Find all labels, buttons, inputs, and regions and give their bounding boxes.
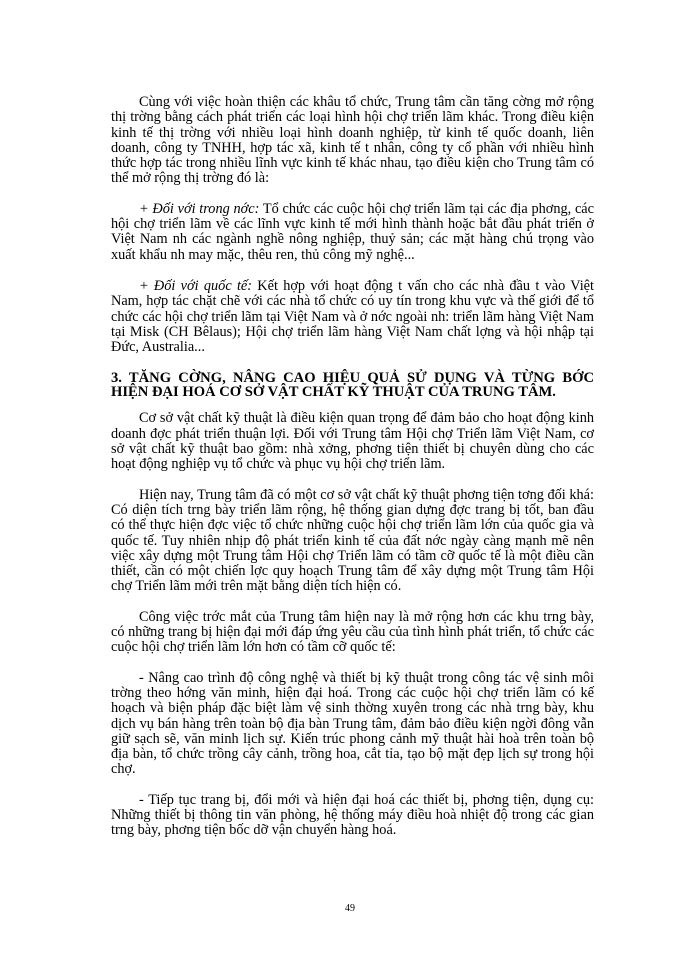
foreign-lead: + Đối với quốc tế: <box>139 277 253 294</box>
section-heading: 3. TĂNG CỜNG, NÂNG CAO HIỆU QUẢ SỬ DỤNG VÀ TỪNG BỚC HIỆN ĐẠI HOÁ CƠ SỞ VẬT CHẤT KỸ THUẬT CỦA TRUNG TÂM. <box>111 370 594 401</box>
current-paragraph: Hiện nay, Trung tâm đã có một cơ sở vật chất kỹ thuật phơng tiện tơng đối khá: Có diện tích trng bày triển lãm rộng, hệ thống gian dựng đợc trang bị tốt, ban đầu có thể thực hiện đợc việc tổ chức những cuộc hội chợ triển lãm lớn của quốc gia và quốc tế. Tuy nhiên nhịp độ phát triển kinh tế của đất nớc ngày càng mạnh mẽ nên việc xây dựng một Trung tâm Hội chợ Triển lãm có tầm cỡ quốc tế là một điều cần thiết, cần có một chiến lợc quy hoạch Trung tâm để xây dựng một Trung tâm Hội chợ Triển lãm mới trên mặt bằng diện tích hiện có. <box>111 486 594 595</box>
domestic-lead: + Đối với trong nớc: <box>139 200 260 217</box>
bullet-equipment: - Tiếp tục trang bị, đổi mới và hiện đại hoá các thiết bị, phơng tiện, dụng cụ: Những thiết bị thông tin văn phòng, hệ thống máy điều hoà nhiệt độ trong các gian trng bày, phơng tiện bốc dỡ vận chuyển hàng hoá. <box>111 791 594 839</box>
immediate-paragraph: Công việc trớc mắt của Trung tâm hiện nay là mở rộng hơn các khu trng bày, có những trang bị hiện đại mới đáp ứng yêu cầu của tình hình phát triển, tổ chức các cuộc hội chợ triển lãm lớn hơn có tầm cỡ quốc tế: <box>111 608 594 656</box>
page-number: 49 <box>345 903 355 914</box>
intro-paragraph: Cùng với việc hoàn thiện các khâu tổ chức, Trung tâm cần tăng cờng mở rộng thị trờng bằng cách phát triển các loại hình hội chợ triển lãm khác. Trong điều kiện kinh tế thị trờng với nhiều loại hình doanh nghiệp, từ kinh tế quốc doanh, liên doanh, công ty TNHH, hợp tác xã, kinh tế t nhân, công ty cổ phần với nhiều hình thức hợp tác trong nhiều lĩnh vực kinh tế khác nhau, tạo điều kiện cho Trung tâm có thể mở rộng thị trờng đó là: <box>111 94 594 187</box>
facilities-paragraph: Cơ sở vật chất kỹ thuật là điều kiện quan trọng để đảm bảo cho hoạt động kinh doanh đợc phát triển thuận lợi. Đối với Trung tâm Hội chợ Triển lãm Việt Nam, cơ sở vật chất kỹ thuật bao gồm: nhà xởng, phơng tiện thiết bị chuyên dùng cho các hoạt động nghiệp vụ tổ chức và phục vụ hội chợ triển lãm. <box>111 410 594 473</box>
document-page <box>111 95 594 854</box>
domestic-paragraph <box>111 202 594 263</box>
foreign-body: Kết hợp với hoạt động t vấn cho các nhà đầu t vào Việt Nam, hợp tác chặt chẽ với các nhà tổ chức có uy tín trong khu vực và thế giới để tổ chức các hội chợ triển lãm tại Việt Nam và ở nớc ngoài nh: triển lãm hàng Việt Nam tại Misk (CH Bêlaus); Hội chợ triển lãm hàng Việt Nam chất lợng và hội nhập tại Đức, Australia... <box>111 277 594 356</box>
bullet-environment: - Nâng cao trình độ công nghệ và thiết bị kỹ thuật trong công tác vệ sinh môi trờng theo hớng văn minh, hiện đại hoá. Trong các cuộc hội chợ triển lãm có kế hoạch và biện pháp đặc biệt làm vệ sinh thờng xuyên trong các nhà trng bày, khu dịch vụ bán hàng trên toàn bộ địa bàn Trung tâm, đảm bảo điều kiện ngời đông vẫn giữ sạch sẽ, văn minh lịch sự. Kiến trúc phong cảnh mỹ thuật hài hoà trên toàn bộ địa bàn, tổ chức trồng cây cảnh, trồng hoa, cắt tỉa, tạo bộ mặt đẹp lịch sự trong hội chợ. <box>111 669 594 778</box>
domestic-body: Tổ chức các cuộc hội chợ triển lãm tại các địa phơng, các hội chợ triển lãm về các lĩnh vực kinh tế mới hình thành hoặc bắt đầu phát triển ở Việt Nam nh các ngành nghề nông nghiệp, thuỷ sản; các mặt hàng chú trọng vào xuất khẩu nh may mặc, thêu ren, thủ công mỹ nghệ... <box>111 200 594 263</box>
foreign-paragraph <box>111 279 594 355</box>
